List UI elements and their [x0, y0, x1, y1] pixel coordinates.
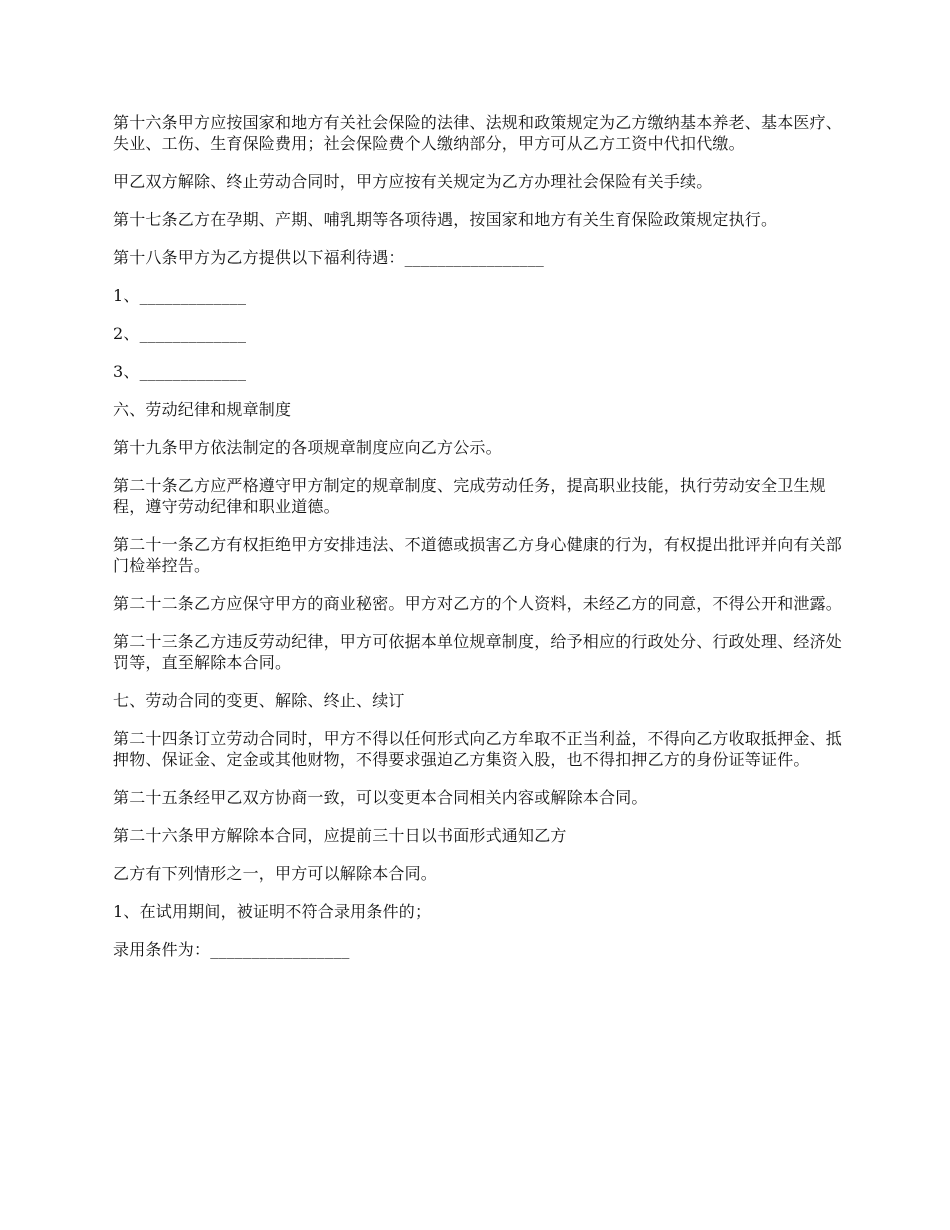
termination-condition-1: 1、在试用期间，被证明不符合录用条件的； — [113, 902, 432, 921]
section-6-heading: 六、劳动纪律和规章制度 — [113, 400, 292, 419]
article-17-maternity: 第十七条乙方在孕期、产期、哺乳期等各项待遇，按国家和地方有关生育保险政策规定执行。 — [113, 210, 778, 229]
article-24-prohibitions: 第二十四条订立劳动合同时，甲方不得以任何形式向乙方牟取不正当利益，不得向乙方收取抵押金、抵押物、保证金、定金或其他财物，不得要求强迫乙方集资入股，也不得扣押乙方的身份证等证件。 — [113, 729, 843, 769]
article-19-rules-notice: 第十九条甲方依法制定的各项规章制度应向乙方公示。 — [113, 438, 502, 457]
article-22-confidentiality: 第二十二条乙方应保守甲方的商业秘密。甲方对乙方的个人资料，未经乙方的同意，不得公开和泄露。 — [113, 594, 843, 613]
article-16-social-insurance: 第十六条甲方应按国家和地方有关社会保险的法律、法规和政策规定为乙方缴纳基本养老、基本医疗、失业、工伤、生育保险费用；社会保险费个人缴纳部分，甲方可从乙方工资中代扣代缴。 — [113, 113, 843, 153]
social-insurance-procedures: 甲乙双方解除、终止劳动合同时，甲方应按有关规定为乙方办理社会保险有关手续。 — [113, 172, 713, 191]
article-20-compliance: 第二十条乙方应严格遵守甲方制定的规章制度、完成劳动任务，提高职业技能，执行劳动安全卫生规程，遵守劳动纪律和职业道德。 — [113, 476, 826, 516]
article-26-termination-notice: 第二十六条甲方解除本合同，应提前三十日以书面形式通知乙方 — [113, 826, 567, 845]
welfare-item-2: 2、_____________ — [113, 324, 247, 343]
article-23-discipline: 第二十三条乙方违反劳动纪律，甲方可依据本单位规章制度，给予相应的行政处分、行政处理、经济处罚等，直至解除本合同。 — [113, 632, 843, 672]
termination-conditions-intro: 乙方有下列情形之一，甲方可以解除本合同。 — [113, 864, 438, 883]
article-25-modification: 第二十五条经甲乙双方协商一致，可以变更本合同相关内容或解除本合同。 — [113, 788, 648, 807]
welfare-item-3: 3、_____________ — [113, 362, 247, 381]
article-21-right-to-refuse: 第二十一条乙方有权拒绝甲方安排违法、不道德或损害乙方身心健康的行为，有权提出批评并向有关部门检举控告。 — [113, 535, 843, 575]
article-18-welfare: 第十八条甲方为乙方提供以下福利待遇：_________________ — [113, 248, 545, 267]
hiring-conditions: 录用条件为：_________________ — [113, 940, 350, 959]
document-body — [113, 112, 853, 977]
section-7-heading: 七、劳动合同的变更、解除、终止、续订 — [113, 691, 405, 710]
welfare-item-1: 1、_____________ — [113, 286, 247, 305]
